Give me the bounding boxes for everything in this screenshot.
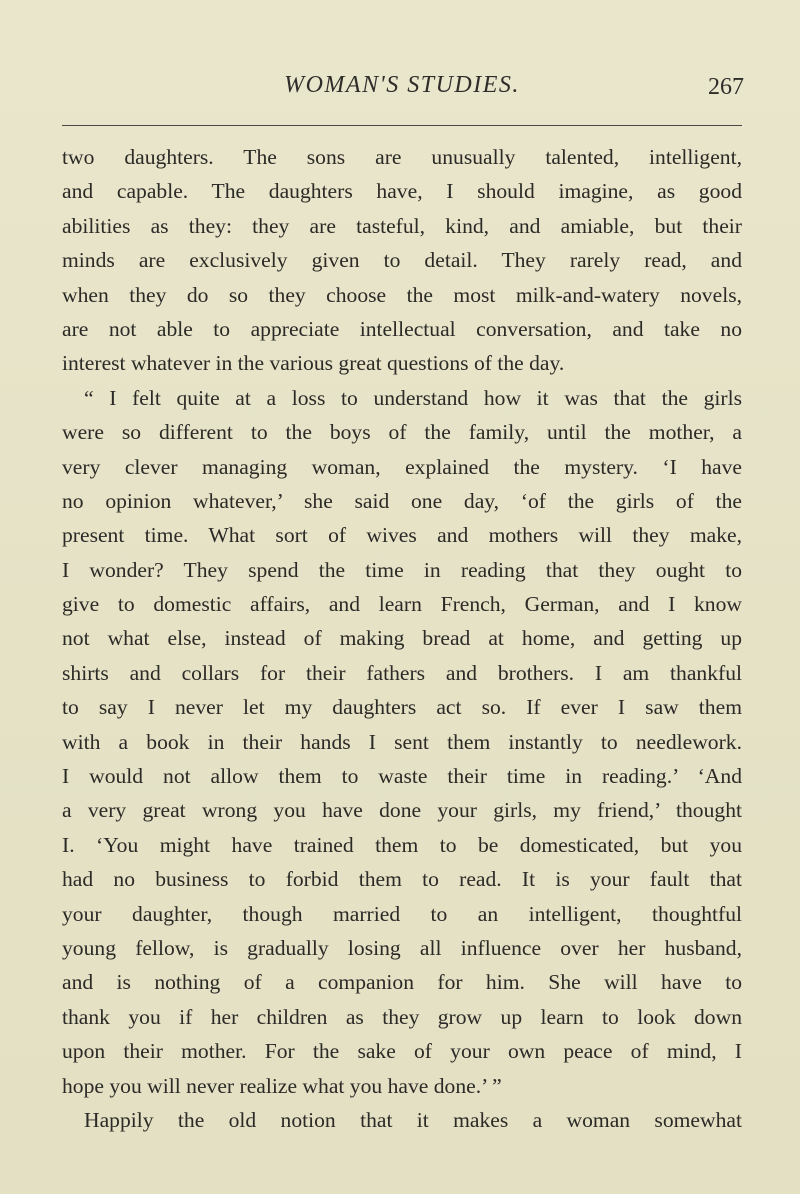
text-line: thank you if her children as they grow up learn to look down (62, 1004, 742, 1029)
text-line: I. ‘You might have trained them to be domesticated, but you (62, 832, 742, 857)
text-line: hope you will never realize what you have done.’ ” (62, 1073, 502, 1098)
text-line: interest whatever in the various great questions of the day. (62, 351, 565, 376)
text-line: and capable. The daughters have, I should imagine, as good (62, 179, 742, 204)
text-line: are not able to appreciate intellectual conversation, and take no (62, 316, 742, 341)
text-line: to say I never let my daughters act so. If ever I saw them (62, 695, 742, 720)
text-line: with a book in their hands I sent them instantly to needlework. (62, 729, 742, 754)
text-line: upon their mother. For the sake of your own peace of mind, I (62, 1039, 742, 1064)
text-line: shirts and collars for their fathers and brothers. I am thankful (62, 660, 742, 685)
text-line: had no business to forbid them to read. It is your fault that (62, 867, 742, 892)
text-line: no opinion whatever,’ she said one day, ‘of the girls of the (62, 488, 742, 513)
page-number: 267 (708, 74, 744, 100)
body-text (62, 140, 742, 1137)
text-line: were so different to the boys of the family, until the mother, a (62, 420, 742, 445)
text-line: young fellow, is gradually losing all influence over her husband, (62, 935, 742, 960)
text-line: abilities as they: they are tasteful, kind, and amiable, but their (62, 213, 742, 238)
text-line: two daughters. The sons are unusually talented, intelligent, (62, 145, 742, 169)
text-line: give to domestic affairs, and learn French, German, and I know (62, 592, 742, 617)
text-line: not what else, instead of making bread at home, and getting up (62, 626, 742, 651)
text-line: present time. What sort of wives and mothers will they make, (62, 523, 742, 548)
running-title: WOMAN'S STUDIES. (284, 72, 520, 98)
text-line: your daughter, though married to an intelligent, thoughtful (62, 901, 742, 926)
text-line: I wonder? They spend the time in reading that they ought to (62, 557, 742, 582)
text-line: “ I felt quite at a loss to understand how it was that the girls (84, 385, 742, 410)
text-line: and is nothing of a companion for him. She will have to (62, 970, 742, 995)
header-rule (62, 125, 742, 126)
text-line: a very great wrong you have done your girls, my friend,’ thought (62, 798, 742, 823)
text-line: very clever managing woman, explained the mystery. ‘I have (62, 454, 742, 479)
text-line: minds are exclusively given to detail. They rarely read, and (62, 248, 742, 273)
text-line: Happily the old notion that it makes a woman somewhat (84, 1107, 742, 1132)
running-header (62, 70, 742, 110)
text-line: I would not allow them to waste their time in reading.’ ‘And (62, 764, 742, 789)
text-line: when they do so they choose the most milk-and-watery novels, (62, 282, 742, 307)
